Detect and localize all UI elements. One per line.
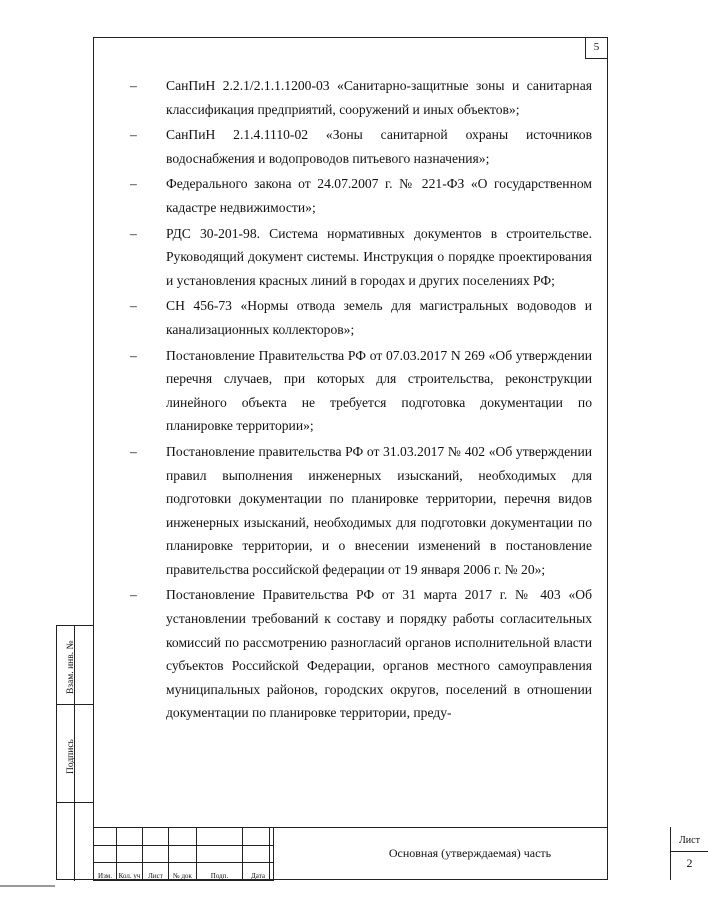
- list-item-text: СанПиН 2.1.4.1110-02 «Зоны санитарной охраны источников водоснабжения и водопроводов питьевого назначения»;: [166, 127, 592, 166]
- col-date: Дата: [243, 863, 274, 881]
- sheet-divider: [671, 851, 708, 852]
- bullet-dash: –: [130, 347, 137, 363]
- list-item-text: СН 456-73 «Нормы отвода земель для магистральных водоводов и канализационных коллекторов»;: [166, 298, 592, 337]
- replace-inventory-label: Взам. инв. №: [66, 640, 76, 694]
- sheet-label: Лист: [679, 835, 700, 846]
- scan-edge-mark: [0, 885, 55, 887]
- document-body: [130, 74, 592, 725]
- list-item: [130, 74, 592, 121]
- col-change: Изм.: [94, 863, 117, 881]
- side-stamp: [56, 625, 93, 880]
- col-sheet: Лист: [143, 863, 169, 881]
- list-item-text: Постановление правительства РФ от 31.03.2017 № 402 «Об утверждении правил выполнения инженерных изысканий, необходимых для подготовки документации по планировке территории, перечня видов инженерных изысканий, необходимых для подготовки документации по планировке территории, и о внесении изменений в постановление правительства российской федерации от 19 января 2006 г. № 20»;: [166, 443, 592, 577]
- list-item-text: Постановление Правительства РФ от 31 марта 2017 г. № 403 «Об установлении требований к составу и порядку работы согласительных комиссий по рассмотрению разногласий органов исполнительной власти субъектов Российской Федерации, органов местного самоуправления муниципальных районов, городских округов, поселений в отношении документации по планировке территории, преду-: [166, 587, 592, 721]
- side-stamp-divider: [57, 704, 94, 705]
- bullet-dash: –: [130, 225, 137, 241]
- page-number: 5: [585, 37, 607, 59]
- bullet-dash: –: [130, 176, 137, 192]
- signature-label: Подпись: [66, 739, 76, 774]
- list-item: [130, 583, 592, 725]
- list-item-text: СанПиН 2.2.1/2.1.1.1200-03 «Санитарно-защитные зоны и санитарная классификация предприятий, сооружений и иных объектов»;: [166, 78, 592, 117]
- bullet-dash: –: [130, 298, 137, 314]
- bullet-dash: –: [130, 443, 137, 459]
- bullet-dash: –: [130, 587, 137, 603]
- col-doc: № док: [169, 863, 197, 881]
- list-item: [130, 172, 592, 219]
- bullet-dash: –: [130, 127, 137, 143]
- list-item: [130, 222, 592, 293]
- title-block: [93, 827, 700, 880]
- revision-table: [93, 827, 274, 881]
- bullet-dash: –: [130, 78, 137, 93]
- list-item: [130, 344, 592, 438]
- list-item-text: РДС 30-201-98. Система нормативных документов в строительстве. Руководящий документ системы. Инструкция о порядке проектирования и установления красных линий в городах и других поселениях РФ;: [166, 225, 592, 288]
- sheet-number: 2: [686, 856, 693, 870]
- list-item: [130, 440, 592, 582]
- list-item-text: Федерального закона от 24.07.2007 г. № 221-ФЗ «О государственном кадастре недвижимости»;: [166, 176, 592, 215]
- list-item-text: Постановление Правительства РФ от 07.03.2017 N 269 «Об утверждении перечня случаев, при которых для строительства, реконструкции линейного объекта не требуется подготовка документации по планировке территории»;: [166, 347, 592, 434]
- document-part-title: Основная (утверждаемая) часть: [269, 827, 671, 880]
- col-signature: Подп.: [197, 863, 243, 881]
- side-stamp-divider: [57, 802, 94, 803]
- list-item: [130, 294, 592, 341]
- col-count: Кол. уч: [117, 863, 143, 881]
- list-item: [130, 123, 592, 170]
